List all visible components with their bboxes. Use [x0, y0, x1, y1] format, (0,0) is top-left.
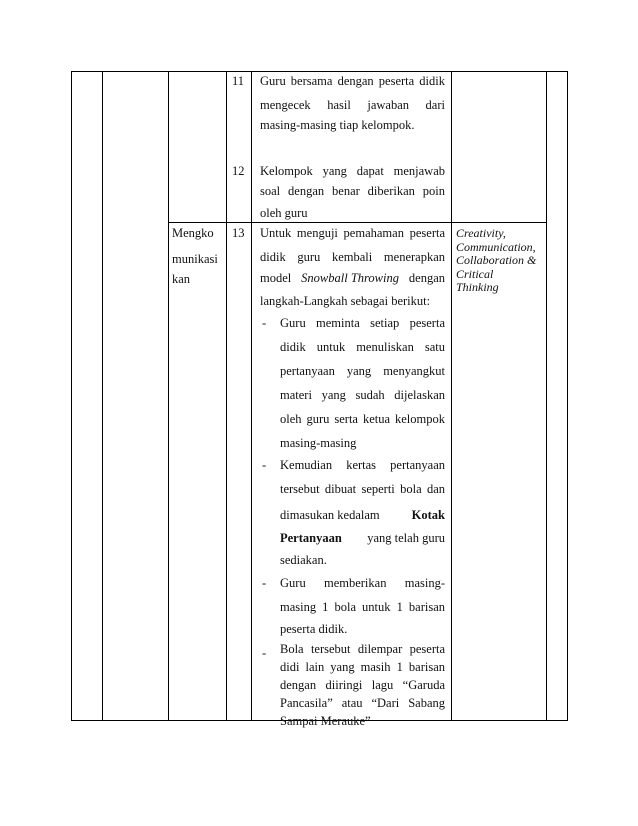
col-border-6: [451, 71, 452, 721]
text-run: model: [260, 271, 292, 285]
col-border-3: [168, 71, 169, 721]
bullet-text-line-mixed: [280, 508, 445, 523]
bullet-text-line: Guru memberikan masing-: [280, 576, 445, 590]
step-number: 13: [232, 226, 245, 240]
note-line: Creativity,: [456, 226, 506, 240]
text-run: dimasukan kedalam: [280, 508, 380, 522]
bullet-text-line: masing-masing: [280, 436, 357, 450]
col-border-5: [251, 71, 252, 721]
bullet-text-line: pertanyaan yang menyangkut: [280, 364, 445, 378]
step-text-line: Untuk menguji pemahaman peserta: [260, 226, 445, 240]
character-values-note: [456, 227, 542, 295]
bullet-marker: -: [262, 576, 267, 590]
text-run: yang telah guru: [367, 531, 445, 545]
method-name: Snowball Throwing: [301, 271, 399, 285]
step-text-line: masing-masing tiap kelompok.: [260, 118, 415, 132]
step-text-line: didik guru kembali menerapkan: [260, 250, 445, 264]
bullet-text-line: oleh guru serta ketua kelompok: [280, 412, 445, 426]
bullet-marker: -: [262, 458, 267, 472]
bullet-text-line: materi yang sudah dijelaskan: [280, 388, 445, 402]
bullet-text-line: Sampai Merauke”: [280, 714, 371, 728]
step-text-line: Kelompok yang dapat menjawab: [260, 164, 445, 178]
note-line: Critical: [456, 266, 494, 281]
bullet-text-line: masing 1 bola untuk 1 barisan: [280, 600, 445, 614]
note-line: Communication,: [456, 239, 536, 254]
step-number: 11: [232, 74, 245, 88]
bullet-text-line: Guru meminta setiap peserta: [280, 316, 445, 330]
col-border-7: [546, 71, 547, 721]
note-line: Collaboration &: [456, 253, 537, 267]
step-text-line: oleh guru: [260, 206, 308, 220]
bold-term: Kotak: [411, 508, 445, 522]
bullet-text-line: Kemudian kertas pertanyaan: [280, 458, 445, 472]
bullet-marker: -: [262, 646, 267, 660]
bullet-marker: -: [262, 316, 267, 330]
bullet-text-line: peserta didik.: [280, 622, 348, 636]
bullet-text-line: Bola tersebut dilempar peserta: [280, 642, 445, 656]
step-number: 12: [232, 164, 245, 178]
col-border-1: [71, 71, 72, 721]
bullet-text-line: sediakan.: [280, 553, 327, 567]
bold-term: Pertanyaan: [280, 531, 342, 545]
bullet-text-line: tersebut dibuat seperti bola dan: [280, 482, 445, 496]
text-run: dengan: [408, 271, 445, 285]
step-text-line: soal dengan benar diberikan poin: [260, 184, 445, 198]
phase-label-line: kan: [172, 272, 191, 286]
col-border-8: [567, 71, 568, 721]
phase-label-line: munikasi: [172, 252, 218, 266]
col-border-4: [226, 71, 227, 721]
step-text-line: Guru bersama dengan peserta didik: [260, 74, 445, 88]
bullet-text-line: didik untuk menuliskan satu: [280, 340, 445, 354]
phase-label-line: Mengko: [172, 226, 214, 240]
bullet-text-line-mixed: [280, 531, 445, 546]
bullet-text-line: Pancasila” atau “Dari Sabang: [280, 696, 445, 710]
step-text-line-mixed: [260, 271, 445, 286]
col-border-2: [102, 71, 103, 721]
bullet-text-line: dengan diiringi lagu “Garuda: [280, 678, 445, 692]
bullet-text-line: didi lain yang masih 1 barisan: [280, 660, 445, 674]
step-text-line: langkah-Langkah sebagai berikut:: [260, 294, 431, 308]
table-top-border: [71, 71, 568, 72]
note-line: Thinking: [456, 280, 499, 294]
row-divider: [168, 222, 547, 223]
step-text-line: mengecek hasil jawaban dari: [260, 98, 445, 112]
